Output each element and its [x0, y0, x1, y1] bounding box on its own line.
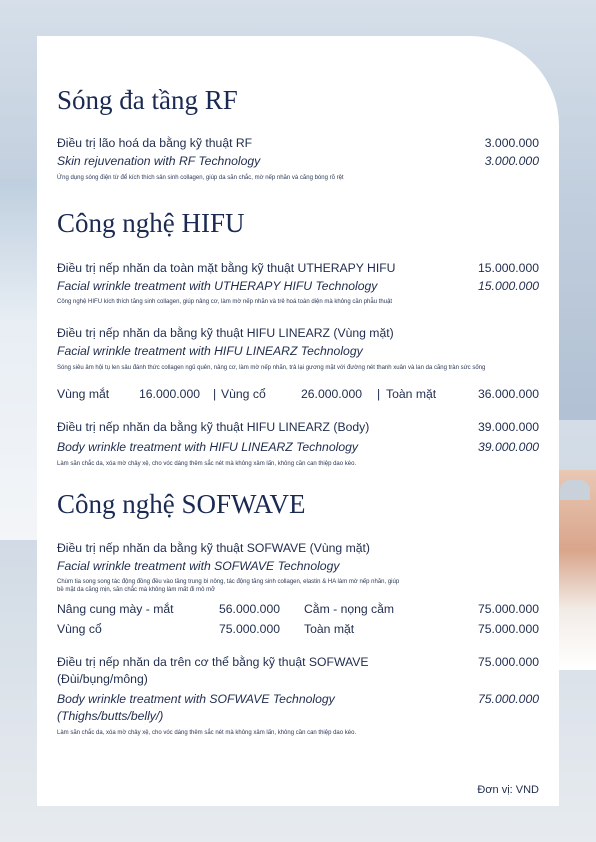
- service-row-sofwave-body: [57, 655, 539, 669]
- service-price: 39.000.000: [478, 420, 539, 434]
- service-row-sofwave-body-en-2: [57, 709, 539, 723]
- service-name-vi-2: (Đùi/bụng/mông): [57, 672, 148, 686]
- service-row-linearz-body-en: [57, 440, 539, 454]
- service-name-en: Skin rejuvenation with RF Technology: [57, 154, 261, 168]
- service-row-sofwave-body-2: [57, 672, 539, 686]
- service-price-en: 75.000.000: [478, 692, 539, 706]
- zone-label: Vùng mắt: [57, 387, 110, 401]
- service-name-en: Facial wrinkle treatment with HIFU LINEARZ Technology: [57, 344, 363, 358]
- service-name-vi: Điều trị nếp nhăn da bằng kỹ thuật HIFU LINEARZ (Vùng mặt): [57, 326, 394, 340]
- service-name-en-2: (Thighs/butts/belly/): [57, 709, 164, 723]
- service-name-en: Body wrinkle treatment with SOFWAVE Technology: [57, 692, 335, 706]
- service-price: 15.000.000: [478, 261, 539, 275]
- service-name-vi: Điều trị nếp nhăn da bằng kỹ thuật HIFU LINEARZ (Body): [57, 420, 370, 434]
- service-name-vi: Điều trị nếp nhăn da toàn mặt bằng kỹ thuật UTHERAPY HIFU: [57, 261, 396, 275]
- service-name-en: Facial wrinkle treatment with UTHERAPY HIFU Technology: [57, 279, 378, 293]
- service-name-en: Body wrinkle treatment with HIFU LINEARZ Technology: [57, 440, 358, 454]
- service-row-rf-en: [57, 154, 539, 168]
- service-row-linearz-face-en: [57, 344, 539, 358]
- service-price-en: 15.000.000: [478, 279, 539, 293]
- zone-label: Nâng cung mày - mắt: [57, 602, 174, 616]
- section-title-rf: Sóng đa tầng RF: [57, 85, 238, 115]
- zone-price: 75.000.000: [219, 622, 280, 636]
- currency-unit-label: Đơn vị: VND: [477, 784, 539, 796]
- service-price: 3.000.000: [484, 136, 539, 150]
- service-row-sofwave-body-en: [57, 692, 539, 706]
- service-note: Công nghệ HIFU kích thích tăng sinh collagen, giúp nâng cơ, làm mờ nếp nhăn và trẻ hoá toàn diện mà không cần phẫu thuật: [57, 299, 393, 305]
- zone-price-row: [57, 387, 539, 403]
- zone-price-row: [57, 602, 539, 618]
- zone-price: 36.000.000: [478, 387, 539, 401]
- service-row-sofwave-face-en: [57, 559, 539, 573]
- zone-price: 16.000.000: [139, 387, 200, 401]
- background-building-left: [0, 180, 40, 540]
- zone-separator: |: [377, 387, 381, 401]
- zone-label: Vùng cổ: [221, 387, 266, 401]
- service-note: Sóng siêu âm hội tụ len sâu đánh thức collagen ngủ quên, nâng cơ, làm mờ nếp nhăn, trả lại gương mặt với đường nét thanh xuân và lan da căng tràn sức sống: [57, 365, 486, 371]
- zone-price: 75.000.000: [478, 602, 539, 616]
- service-name-en: Facial wrinkle treatment with SOFWAVE Technology: [57, 559, 340, 573]
- service-name-vi: Điều trị nếp nhăn da bằng kỹ thuật SOFWAVE (Vùng mặt): [57, 541, 370, 555]
- zone-label: Toàn mặt: [304, 622, 355, 636]
- service-note: Ứng dụng sóng điện từ để kích thích sản sinh collagen, giúp da săn chắc, mờ nếp nhăn và căng bóng rõ rệt: [57, 175, 344, 181]
- zone-label: Toàn mặt: [386, 387, 437, 401]
- service-row-utherapy-en: [57, 279, 539, 293]
- service-note: bề mặt da căng mịn, săn chắc mà không làm mất đi mô mỡ: [57, 587, 216, 593]
- section-title-sofwave: Công nghệ SOFWAVE: [57, 489, 306, 519]
- service-price-en: 39.000.000: [478, 440, 539, 454]
- zone-price-row: [57, 622, 539, 638]
- section-title-hifu: Công nghệ HIFU: [57, 208, 245, 238]
- service-name-vi: Điều trị lão hoá da bằng kỹ thuật RF: [57, 136, 253, 150]
- service-note: Làm săn chắc da, xóa mờ chảy xệ, cho vóc dáng thêm sắc nét mà không xâm lấn, không cần can thiệp dao kéo.: [57, 461, 357, 467]
- zone-separator: |: [213, 387, 217, 401]
- zone-price: 75.000.000: [478, 622, 539, 636]
- zone-price: 26.000.000: [301, 387, 362, 401]
- service-note: Làm săn chắc da, xóa mờ chảy xệ, cho vóc dáng thêm sắc nét mà không xâm lấn, không cần can thiệp dao kéo.: [57, 730, 357, 736]
- zone-label: Vùng cổ: [57, 622, 102, 636]
- service-row-linearz-body: [57, 420, 539, 434]
- service-name-vi: Điều trị nếp nhăn da trên cơ thể bằng kỹ thuật SOFWAVE: [57, 655, 369, 669]
- zone-label: Cằm - nọng cằm: [304, 602, 395, 616]
- service-row-rf: [57, 136, 539, 150]
- service-row-linearz-face: [57, 326, 539, 340]
- background-roof: [560, 480, 590, 500]
- service-price-en: 3.000.000: [484, 154, 539, 168]
- service-price: 75.000.000: [478, 655, 539, 669]
- zone-price: 56.000.000: [219, 602, 280, 616]
- service-row-utherapy: [57, 261, 539, 275]
- service-row-sofwave-face: [57, 541, 539, 555]
- price-list-card: [37, 36, 559, 806]
- service-note: Chùm tia song song tác động đồng đều vào tầng trung bì nông, tác động tăng sinh collagen, elastin & HA làm mờ nếp nhăn, giúp: [57, 579, 400, 585]
